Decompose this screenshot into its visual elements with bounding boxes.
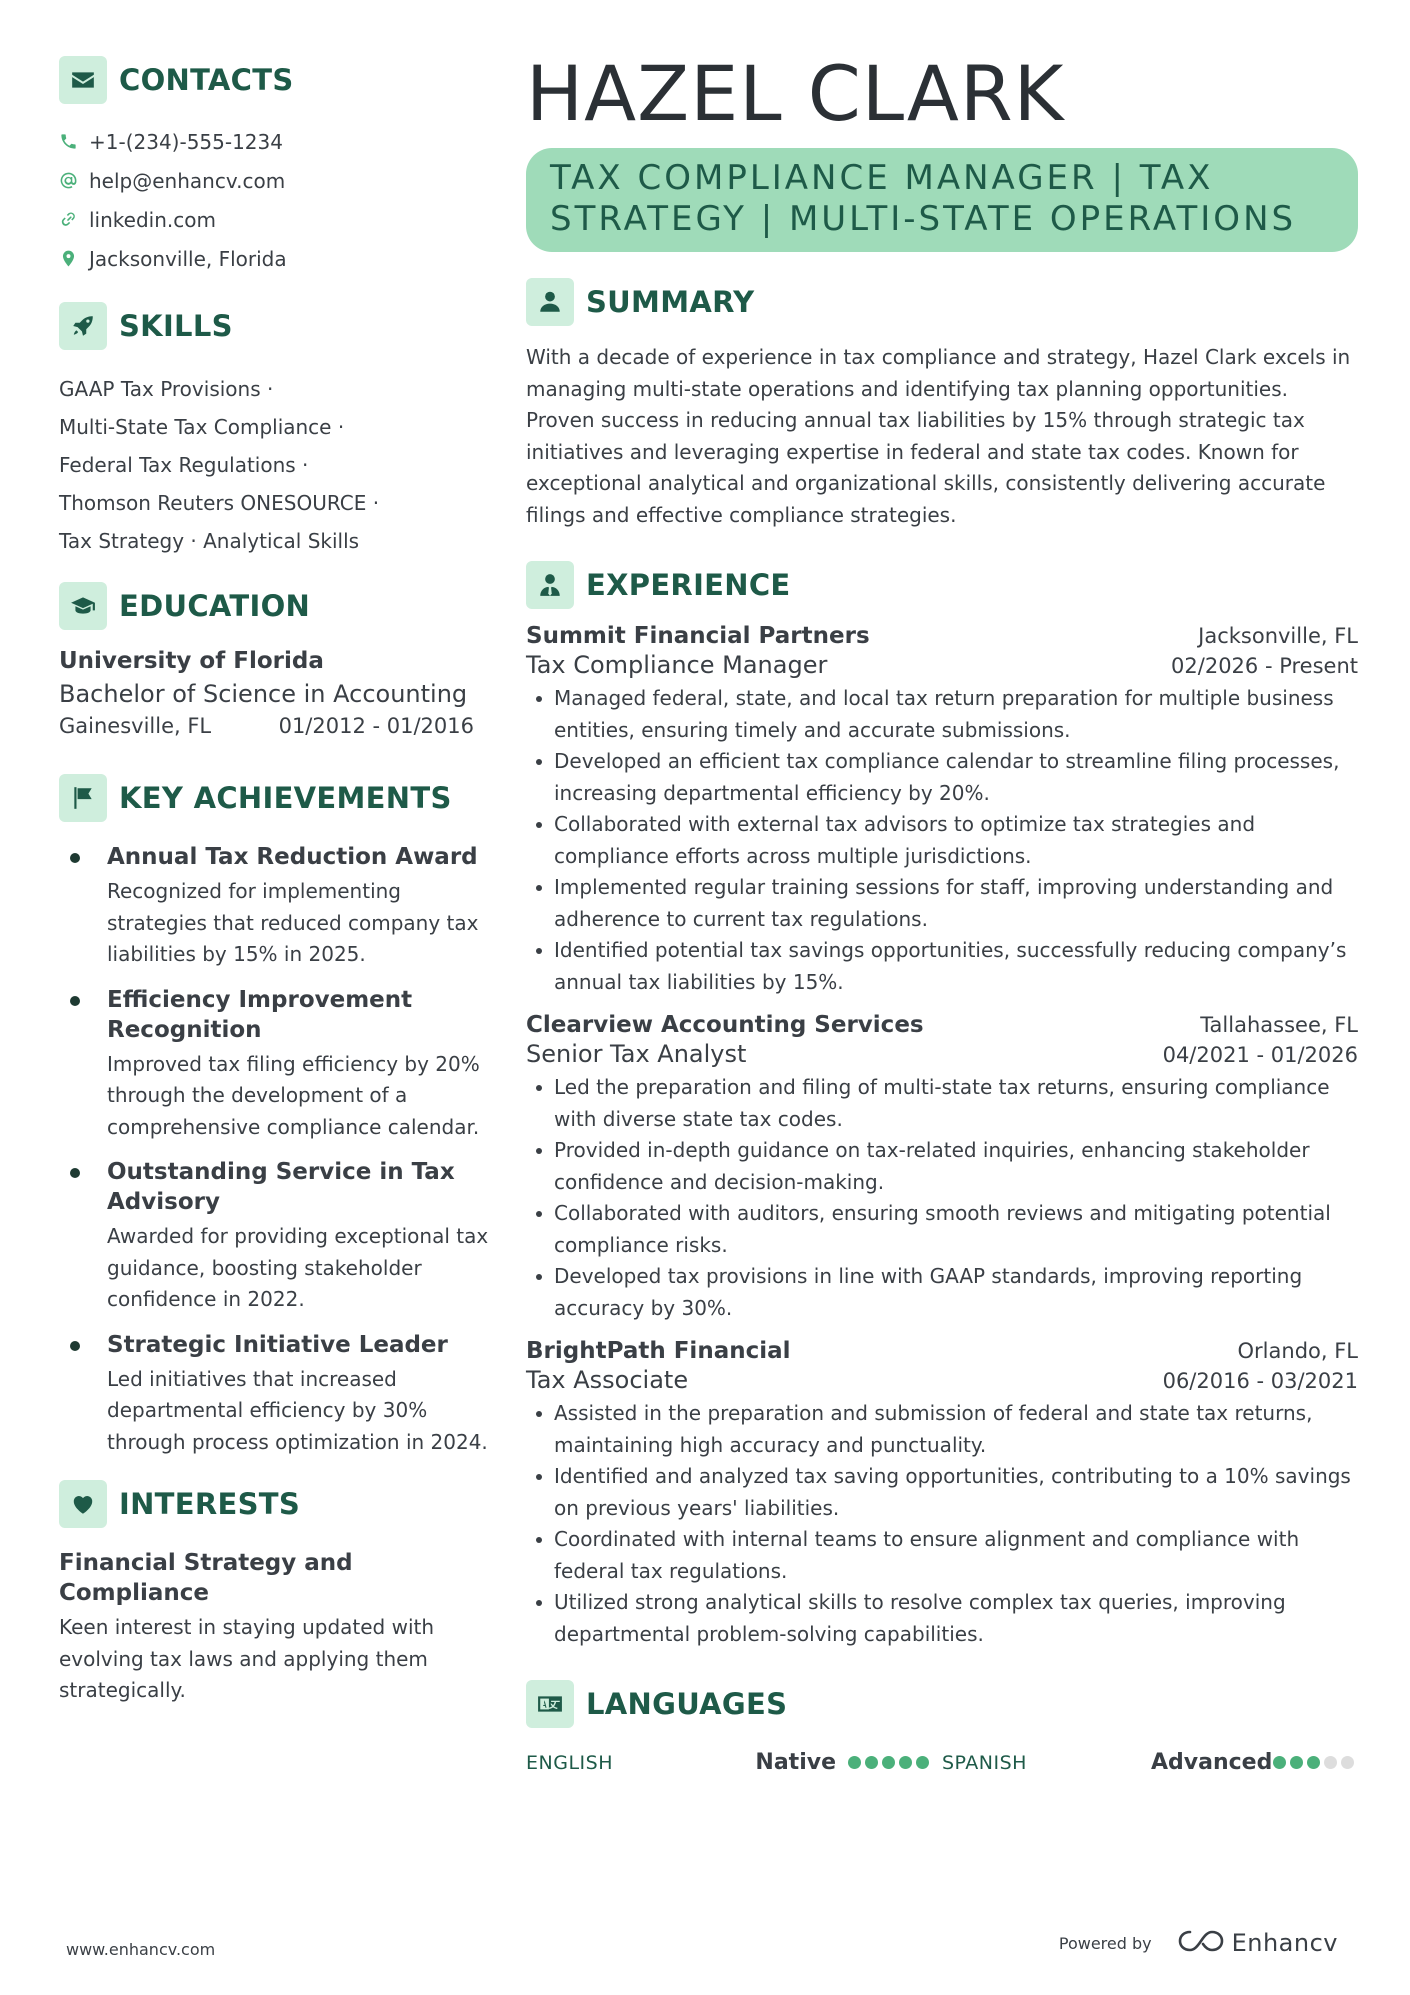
contact-location: [59, 239, 479, 278]
title-band: [526, 148, 1358, 252]
title-line-2: STRATEGY | MULTI-STATE OPERATIONS: [550, 199, 1297, 239]
achievement-title: Efficiency Improvement Recognition: [107, 986, 413, 1043]
skills-header: [59, 302, 479, 350]
language-name: ENGLISH: [526, 1751, 613, 1774]
skills-list: [59, 370, 479, 560]
skill-line: GAAP Tax Provisions ·: [59, 377, 274, 401]
email-text[interactable]: help@enhancv.com: [89, 168, 286, 193]
location-text: Jacksonville, Florida: [89, 246, 287, 271]
contact-linkedin[interactable]: [59, 200, 479, 239]
user-icon: [526, 278, 574, 326]
language-rating: [848, 1756, 933, 1769]
rating-dot: [916, 1756, 929, 1769]
education-school: University of Florida: [59, 648, 324, 674]
job-bullet: Collaborated with external tax advisors to optimize tax strategies and compliance efforts across multiple jurisdictions.: [526, 809, 1358, 872]
job-bullet: Led the preparation and filing of multi-state tax returns, ensuring compliance with diverse state tax codes.: [526, 1072, 1358, 1135]
language-item: [526, 1750, 942, 1775]
education-location: Gainesville, FL: [59, 714, 212, 738]
job-bullet: Collaborated with auditors, ensuring smooth reviews and mitigating potential compliance risks.: [526, 1198, 1358, 1261]
experience-header: [526, 561, 1358, 609]
job-location: Tallahassee, FL: [1200, 1013, 1358, 1037]
contact-phone: [59, 122, 479, 161]
job-role: Tax Associate: [526, 1366, 689, 1394]
education-section: [59, 582, 479, 738]
job-entry: [526, 623, 1358, 998]
summary-text: With a decade of experience in tax compliance and strategy, Hazel Clark excels in managing multi-state operations and identifying tax planning opportunities. Proven success in reducing annual tax liabilities by 15% through strategic tax initiatives and leveraging expertise in federal and state tax codes. Known for exceptional analytical and organizational skills, consistently delivering accurate filings and effective compliance strategies.: [526, 345, 1351, 527]
achievement-desc: Recognized for implementing strategies that reduced company tax liabilities by 15% in 2025.: [107, 879, 479, 966]
bullet-dot: [70, 996, 80, 1006]
achievement-item: [59, 1157, 489, 1316]
rocket-icon: [59, 302, 107, 350]
achievement-desc: Improved tax filing efficiency by 20% through the development of a comprehensive compliance calendar.: [107, 1051, 480, 1139]
job-dates: 02/2026 - Present: [1171, 654, 1358, 678]
rating-dot: [1290, 1756, 1303, 1769]
job-bullet: Implemented regular training sessions for staff, improving understanding and adherence to current tax regulations.: [526, 872, 1358, 935]
job-company: BrightPath Financial: [526, 1338, 791, 1364]
job-bullet: Managed federal, state, and local tax return preparation for multiple business entities, ensuring timely and accurate submissions.: [526, 683, 1358, 746]
user-tie-icon: [526, 561, 574, 609]
right-column: [526, 50, 1358, 1775]
summary-header: [526, 278, 1358, 326]
job-dates: 04/2021 - 01/2026: [1162, 1043, 1358, 1067]
achievement-title: Strategic Initiative Leader: [107, 1331, 448, 1358]
rating-dot: [1307, 1756, 1320, 1769]
achievements-header: [59, 774, 479, 822]
language-rating: [1273, 1756, 1358, 1769]
language-name: SPANISH: [942, 1751, 1027, 1774]
education-header: [59, 582, 479, 630]
linkedin-text[interactable]: linkedin.com: [89, 207, 216, 232]
contacts-section: [59, 56, 479, 278]
job-role: Senior Tax Analyst: [526, 1040, 747, 1068]
phone-icon: [59, 132, 83, 151]
rating-dot: [882, 1756, 895, 1769]
achievement-title: Annual Tax Reduction Award: [107, 844, 478, 870]
education-degree: Bachelor of Science in Accounting: [59, 680, 468, 708]
skill-line: Thomson Reuters ONESOURCE ·: [59, 491, 380, 515]
rating-dot: [899, 1756, 912, 1769]
interest-desc: Keen interest in staying updated with evolving tax laws and applying them strategically.: [59, 1615, 435, 1702]
skill-line: Federal Tax Regulations ·: [59, 453, 309, 477]
job-bullet: Coordinated with internal teams to ensure alignment and compliance with federal tax regulations.: [526, 1524, 1358, 1587]
language-level: Native: [755, 1750, 836, 1775]
interests-section: [59, 1480, 479, 1707]
bullet-dot: [70, 853, 80, 863]
rating-dot: [1273, 1756, 1286, 1769]
experience-title: EXPERIENCE: [586, 568, 791, 602]
achievement-item: [59, 842, 489, 971]
bullet-dot: [70, 1168, 80, 1178]
education-title: EDUCATION: [119, 589, 311, 623]
job-role: Tax Compliance Manager: [526, 651, 828, 679]
language-level: Advanced: [1151, 1750, 1273, 1775]
link-icon: [59, 210, 83, 229]
skill-line: Tax Strategy · Analytical Skills: [59, 529, 360, 553]
summary-title: SUMMARY: [586, 285, 755, 319]
job-bullet: Identified potential tax savings opportunities, successfully reducing company’s annual tax liabilities by 15%.: [526, 935, 1358, 998]
rating-dot: [1341, 1756, 1354, 1769]
brand-name: Enhancv: [1231, 1929, 1338, 1957]
powered-by-text: Powered by: [1058, 1933, 1152, 1953]
job-bullet: Provided in-depth guidance on tax-related inquiries, enhancing stakeholder confidence and decision-making.: [526, 1135, 1358, 1198]
interests-title: INTERESTS: [119, 1487, 301, 1521]
job-bullet: Assisted in the preparation and submission of federal and state tax returns, maintaining high accuracy and punctuality.: [526, 1398, 1358, 1461]
rating-dot: [865, 1756, 878, 1769]
rating-dot: [1324, 1756, 1337, 1769]
bullet-dot: [70, 1341, 80, 1351]
phone-text: +1-(234)-555-1234: [89, 129, 283, 154]
graduation-cap-icon: [59, 582, 107, 630]
footer-website[interactable]: www.enhancv.com: [66, 1940, 216, 1959]
language-item: [942, 1750, 1358, 1775]
job-bullets: [526, 1072, 1358, 1324]
achievements-section: [59, 774, 489, 1458]
job-company: Clearview Accounting Services: [526, 1012, 924, 1038]
job-bullet: Identified and analyzed tax saving opportunities, contributing to a 10% savings on previous years' liabilities.: [526, 1461, 1358, 1524]
education-dates: 01/2012 - 01/2016: [278, 714, 474, 738]
job-bullet: Utilized strong analytical skills to resolve complex tax queries, improving departmental problem-solving capabilities.: [526, 1587, 1358, 1650]
flag-icon: [59, 774, 107, 822]
languages-list: [526, 1750, 1358, 1775]
job-location: Orlando, FL: [1237, 1339, 1358, 1363]
summary-section: [526, 278, 1358, 531]
contact-email[interactable]: [59, 161, 479, 200]
skill-line: Multi-State Tax Compliance ·: [59, 415, 345, 439]
job-bullets: [526, 1398, 1358, 1650]
job-dates: 06/2016 - 03/2021: [1162, 1369, 1358, 1393]
at-sign-icon: [59, 171, 83, 190]
languages-header: [526, 1680, 1358, 1728]
achievements-list: [59, 842, 489, 1458]
job-location: Jacksonville, FL: [1198, 624, 1358, 648]
achievement-title: Outstanding Service in Tax Advisory: [107, 1159, 455, 1215]
interest-title: Financial Strategy and Compliance: [59, 1550, 353, 1606]
job-bullet: Developed tax provisions in line with GAAP standards, improving reporting accuracy by 30%.: [526, 1261, 1358, 1324]
translate-icon: [526, 1680, 574, 1728]
rating-dot: [848, 1756, 861, 1769]
skills-title: SKILLS: [119, 309, 233, 343]
job-bullets: [526, 683, 1358, 998]
achievement-item: [59, 1330, 489, 1459]
candidate-name: HAZEL CLARK: [526, 49, 1065, 138]
job-company: Summit Financial Partners: [526, 623, 870, 649]
envelope-icon: [59, 56, 107, 104]
contacts-header: [59, 56, 479, 104]
languages-title: LANGUAGES: [586, 1687, 788, 1721]
achievement-desc: Awarded for providing exceptional tax guidance, boosting stakeholder confidence in 2022.: [107, 1224, 489, 1311]
job-entry: [526, 1338, 1358, 1650]
map-pin-icon: [59, 249, 83, 268]
left-column: [59, 56, 489, 1707]
achievements-title: KEY ACHIEVEMENTS: [119, 781, 452, 815]
languages-section: [526, 1680, 1358, 1775]
experience-section: [526, 561, 1358, 1650]
enhancv-logo-icon: [1178, 1928, 1224, 1958]
heart-icon: [59, 1480, 107, 1528]
interests-header: [59, 1480, 479, 1528]
achievement-desc: Led initiatives that increased departmental efficiency by 30% through process optimization in 2024.: [107, 1366, 488, 1454]
title-line-1: TAX COMPLIANCE MANAGER | TAX: [550, 158, 1214, 198]
job-entry: [526, 1012, 1358, 1324]
contacts-title: CONTACTS: [119, 63, 294, 97]
skills-section: [59, 302, 479, 560]
education-meta: [59, 714, 474, 738]
job-bullet: Developed an efficient tax compliance calendar to streamline filing processes, increasing departmental efficiency by 20%.: [526, 746, 1358, 809]
footer-branding: [1059, 1928, 1338, 1958]
achievement-item: [59, 985, 489, 1144]
